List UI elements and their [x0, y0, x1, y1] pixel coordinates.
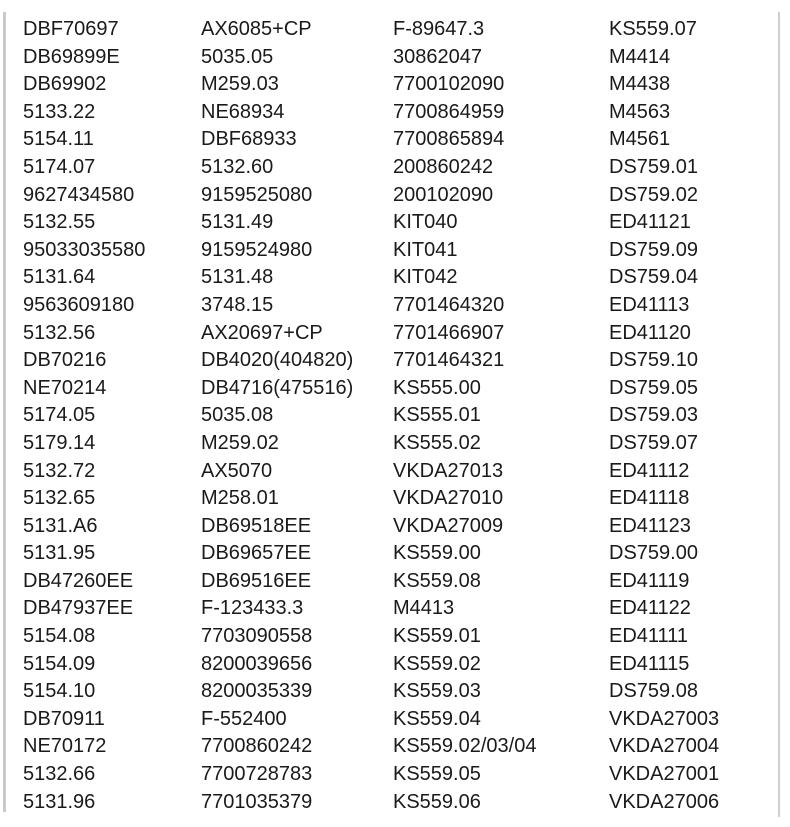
part-number-cell: DS759.07 [609, 431, 698, 454]
part-number-cell: VKDA27003 [609, 707, 720, 730]
part-number-cell: KS559.06 [393, 790, 481, 813]
part-number-cell: ED41113 [609, 293, 690, 316]
part-number-cell: 7701466907 [393, 321, 505, 344]
part-number-cell: DB4716(475516) [201, 376, 354, 399]
part-number-cell: DB69657EE [201, 542, 312, 565]
table-row [23, 595, 769, 623]
part-number-cell: KS555.00 [393, 376, 481, 399]
part-number-cell: KS559.05 [393, 763, 481, 786]
part-number-cell: AX20697+CP [201, 321, 323, 344]
part-number-cell: DS759.08 [609, 680, 698, 703]
part-number-cell: 8200039656 [201, 652, 313, 675]
part-number-cell: DB69516EE [201, 569, 312, 592]
table-row [23, 182, 769, 210]
part-number-cell: KS559.02/03/04 [393, 735, 537, 758]
part-number-cell: 7700728783 [201, 763, 313, 786]
part-number-cell: DS759.05 [609, 376, 698, 399]
part-number-cell: 5131.49 [201, 211, 274, 234]
part-number-cell: 5154.09 [23, 652, 96, 675]
part-number-cell: DB69518EE [201, 514, 312, 537]
part-number-cell: NE70172 [23, 735, 107, 758]
part-number-cell: VKDA27004 [609, 735, 720, 758]
part-number-cell: 5131.64 [23, 266, 96, 289]
part-number-cell: F-123433.3 [201, 597, 304, 620]
part-number-cell: M4563 [609, 100, 671, 123]
table-row [23, 540, 769, 568]
table-row [23, 651, 769, 679]
part-number-cell: M4413 [393, 597, 455, 620]
part-number-cell: KIT040 [393, 211, 458, 234]
table-row [23, 347, 769, 375]
part-number-cell: DBF68933 [201, 128, 297, 151]
table-row [23, 71, 769, 99]
part-number-cell: ED41120 [609, 321, 691, 344]
part-number-cell: ED41111 [609, 625, 688, 648]
part-number-cell: 5133.22 [23, 100, 96, 123]
part-number-cell: NE68934 [201, 100, 285, 123]
part-number-cell: DBF70697 [23, 18, 119, 40]
part-number-cell: M259.03 [201, 73, 279, 96]
part-number-cell: 7701464321 [393, 349, 505, 372]
table-row [23, 154, 769, 182]
part-number-cell: DS759.09 [609, 238, 698, 261]
right-border-rule [778, 12, 780, 817]
table-row [23, 375, 769, 403]
table-row [23, 733, 769, 761]
part-number-cell: 5035.08 [201, 404, 274, 427]
part-number-cell: DS759.04 [609, 266, 698, 289]
part-number-cell: KS559.07 [609, 18, 697, 40]
part-number-cell: 30862047 [393, 45, 482, 68]
part-number-cell: KS559.08 [393, 569, 481, 592]
part-number-cell: M4414 [609, 45, 671, 68]
part-number-cell: KS559.01 [393, 625, 481, 648]
part-number-cell: 5174.05 [23, 404, 96, 427]
part-number-cell: DS759.03 [609, 404, 698, 427]
part-number-cell: DS759.01 [609, 155, 698, 178]
part-number-cell: 9563609180 [23, 293, 135, 316]
part-number-cell: ED41112 [609, 459, 690, 482]
part-number-cell: KS559.03 [393, 680, 481, 703]
part-number-cell: 7700102090 [393, 73, 505, 96]
part-number-cell: 7701035379 [201, 790, 313, 813]
part-number-cell: KS555.02 [393, 431, 481, 454]
part-number-cell: DB4020(404820) [201, 349, 354, 372]
part-number-cell: ED41122 [609, 597, 691, 620]
table-row [23, 430, 769, 458]
part-number-cell: VKDA27009 [393, 514, 504, 537]
part-number-cell: 5131.95 [23, 542, 96, 565]
part-number-cell: 9159524980 [201, 238, 313, 261]
part-number-cell: NE70214 [23, 376, 107, 399]
part-number-cell: DS759.00 [609, 542, 698, 565]
part-number-cell: AX5070 [201, 459, 273, 482]
part-number-table-body [23, 16, 769, 816]
part-number-cell: 7701464320 [393, 293, 505, 316]
table-row [23, 568, 769, 596]
part-number-cell: DB70216 [23, 349, 107, 372]
table-row [23, 623, 769, 651]
table-row [23, 264, 769, 292]
part-number-cell: VKDA27010 [393, 487, 504, 510]
part-number-table [23, 16, 769, 816]
part-number-cell: 200860242 [393, 155, 494, 178]
part-number-cell: KS559.00 [393, 542, 481, 565]
part-number-cell: KIT042 [393, 266, 458, 289]
part-number-cell: 5132.56 [23, 321, 96, 344]
part-number-cell: 5132.65 [23, 487, 96, 510]
left-border-rule [3, 12, 6, 812]
part-number-cell: KS559.04 [393, 707, 481, 730]
part-number-cell: AX6085+CP [201, 18, 312, 40]
part-number-cell: 5131.A6 [23, 514, 98, 537]
part-number-cell: 9627434580 [23, 183, 135, 206]
part-number-cell: F-89647.3 [393, 18, 485, 40]
part-number-cell: VKDA27006 [609, 790, 720, 813]
part-number-cell: KS559.02 [393, 652, 481, 675]
part-number-cell: 5154.11 [23, 128, 94, 151]
part-number-cell: 5174.07 [23, 155, 96, 178]
part-number-cell: ED41121 [609, 211, 691, 234]
table-row [23, 209, 769, 237]
part-number-cell: 7700864959 [393, 100, 505, 123]
part-number-cell: M258.01 [201, 487, 279, 510]
part-number-cell: 8200035339 [201, 680, 313, 703]
part-number-cell: 95033035580 [23, 238, 146, 261]
part-number-cell: 9159525080 [201, 183, 313, 206]
part-number-cell: VKDA27013 [393, 459, 504, 482]
table-row [23, 513, 769, 541]
table-row [23, 761, 769, 789]
part-number-cell: 7700860242 [201, 735, 313, 758]
table-row [23, 789, 769, 817]
part-number-cell: ED41123 [609, 514, 691, 537]
table-row [23, 44, 769, 72]
table-row [23, 320, 769, 348]
part-number-cell: KIT041 [393, 238, 458, 261]
part-number-cell: M259.02 [201, 431, 279, 454]
table-row [23, 99, 769, 127]
table-row [23, 706, 769, 734]
part-number-cell: ED41115 [609, 652, 690, 675]
part-number-cell: ED41118 [609, 487, 690, 510]
part-number-cell: DB47937EE [23, 597, 134, 620]
part-number-cell: M4561 [609, 128, 671, 151]
part-number-cell: DS759.02 [609, 183, 698, 206]
part-number-cell: 5132.72 [23, 459, 96, 482]
part-number-cell: F-552400 [201, 707, 287, 730]
table-row [23, 237, 769, 265]
part-number-cell: 5035.05 [201, 45, 274, 68]
part-number-cell: DB70911 [23, 707, 105, 730]
part-number-cell: 5154.10 [23, 680, 96, 703]
part-number-cell: 5131.96 [23, 790, 96, 813]
part-number-cell: DB69902 [23, 73, 107, 96]
part-number-cell: 5131.48 [201, 266, 274, 289]
table-row [23, 16, 769, 44]
part-number-cell: M4438 [609, 73, 671, 96]
table-row [23, 402, 769, 430]
part-number-cell: 200102090 [393, 183, 494, 206]
part-number-cell: 3748.15 [201, 293, 274, 316]
part-number-cell: 5132.66 [23, 763, 96, 786]
part-number-cell: 5154.08 [23, 625, 96, 648]
part-number-cell: VKDA27001 [609, 763, 720, 786]
part-number-cell: 5132.60 [201, 155, 274, 178]
part-number-cell: 5132.55 [23, 211, 96, 234]
part-number-cell: 7703090558 [201, 625, 313, 648]
part-number-cell: 7700865894 [393, 128, 505, 151]
table-row [23, 458, 769, 486]
table-row [23, 678, 769, 706]
part-number-cell: ED41119 [609, 569, 690, 592]
table-row [23, 126, 769, 154]
part-number-cell: KS555.01 [393, 404, 481, 427]
part-number-cell: DB47260EE [23, 569, 134, 592]
part-number-cell: DS759.10 [609, 349, 698, 372]
part-number-cell: 5179.14 [23, 431, 96, 454]
part-number-cell: DB69899E [23, 45, 120, 68]
table-row [23, 485, 769, 513]
table-row [23, 292, 769, 320]
